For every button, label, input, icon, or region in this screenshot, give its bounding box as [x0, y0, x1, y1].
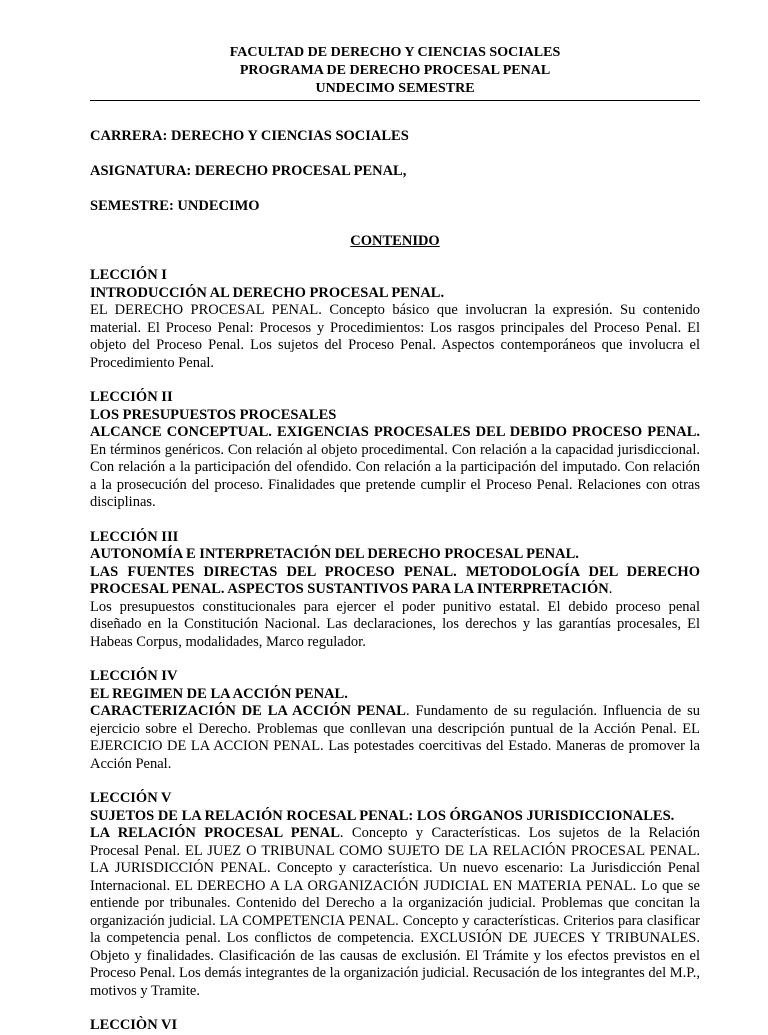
semestre-line: SEMESTRE: UNDECIMO [90, 198, 260, 214]
lesson-body: . Concepto y Características. Los sujetos de la Relación Procesal Penal. EL JUEZ O TRIBUNAL COMO SUJETO DE LA RELACIÓN PROCESAL PENAL. LA JURISDICCIÓN PENAL. Concepto y característica. Un nuevo escenario: La Jurisdicción Penal Internacional. EL DERECHO A LA ORGANIZACIÓN JUDICIAL EN MATERIA PENAL. Lo que se entiende por tribunales. Contenido del Derecho a la organización judicial. Problemas que concitan la organización judicial. LA COMPETENCIA PENAL. Concepto y características. Criterios para clasificar la competencia penal. Los conflictos de competencia. EXCLUSIÓN DE JUECES Y TRIBUNALES. Objeto y finalidades. Clasificación de las causas de exclusión. El Trámite y los efectos previstos en el Proceso Penal. Los demás integrantes de la organización judicial. Recusación de los integrantes del M.P., motivos y Tramite. [90, 825, 700, 999]
lesson-body: Los presupuestos constitucionales para ejercer el poder punitivo estatal. El debido proceso penal diseñado en la Constitución Nacional. Las declaraciones, los derechos y las garantías procesales, El Habeas Corpus, modalidades, Marco regulador. [90, 598, 700, 650]
lesson-heading: LOS PRESUPUESTOS PROCESALES [90, 406, 337, 423]
lesson-heading: AUTONOMÍA E INTERPRETACIÓN DEL DERECHO PROCESAL PENAL. [90, 546, 579, 562]
header-divider [90, 100, 700, 101]
lesson-3 [90, 529, 700, 652]
lesson-heading: INTRODUCCIÓN AL DERECHO PROCESAL PENAL. [90, 284, 445, 301]
asignatura-line: ASIGNATURA: DERECHO PROCESAL PENAL, [90, 163, 407, 179]
lesson-label: LECCIÒN VI [90, 1017, 178, 1033]
lesson-subheading-paragraph [90, 564, 700, 599]
header-program: PROGRAMA DE DERECHO PROCESAL PENAL [239, 63, 551, 78]
lesson-body: EL DERECHO PROCESAL PENAL. Concepto básico que involucran la expresión. Su contenido material. El Proceso Penal: Procesos y Procedimientos: Los rasgos principales del Proceso Penal. El objeto del Proceso Penal. Los sujetos del Proceso Penal. Aspectos contemporáneos que involucra el Procedimiento Penal. [90, 302, 700, 371]
contenido-title: CONTENIDO [350, 233, 440, 249]
carrera-line: CARRERA: DERECHO Y CIENCIAS SOCIALES [90, 128, 409, 144]
lesson-heading: EL REGIMEN DE LA ACCIÓN PENAL. [90, 685, 348, 702]
document-page [90, 44, 700, 1035]
lesson-body-paragraph [90, 424, 700, 512]
header-faculty: FACULTAD DE DERECHO Y CIENCIAS SOCIALES [229, 45, 561, 60]
lesson-4 [90, 668, 700, 773]
document-header [90, 44, 700, 98]
lesson-5 [90, 790, 700, 1000]
lesson-lead-bold: LA RELACIÓN PROCESAL PENAL [90, 825, 340, 841]
lesson-6 [90, 1017, 700, 1035]
lesson-subheading-tail: . [608, 581, 613, 597]
lesson-2 [90, 389, 700, 512]
lesson-lead-bold: CARACTERIZACIÓN DE LA ACCIÓN PENAL [90, 703, 406, 719]
lesson-body-paragraph [90, 703, 700, 773]
lesson-body-paragraph [90, 825, 700, 1000]
lesson-label: LECCIÓN III [90, 528, 179, 545]
lesson-1 [90, 267, 700, 372]
lesson-body: . Fundamento de su regulación. Influencia de su ejercicio sobre el Derecho. Problemas que conllevan una descripción puntual de la Acción Penal. EL EJERCICIO DE LA ACCION PENAL. Las potestades coercitivas del Estado. Maneras de promover la Acción Penal. [90, 703, 700, 772]
lesson-body: En términos genéricos. Con relación al objeto procedimental. Con relación a la capacidad jurisdiccional. Con relación a la participación del ofendido. Con relación a la participación del imputado. Con relación a la prosecución del proceso. Finalidades que pretende cumplir el Proceso Penal. Relaciones con otras disciplinas. [90, 441, 700, 510]
lesson-subheading: LAS FUENTES DIRECTAS DEL PROCESO PENAL. METODOLOGÍA DEL DERECHO PROCESAL PENAL. ASPECTOS SUSTANTIVOS PARA LA INTERPRETACIÓN [90, 563, 700, 597]
lesson-label: LECCIÓN V [90, 790, 172, 806]
lesson-label: LECCIÓN IV [90, 668, 178, 684]
lesson-heading: SUJETOS DE LA RELACIÓN ROCESAL PENAL: LOS ÓRGANOS JURISDICCIONALES. [90, 807, 675, 824]
lesson-label: LECCIÓN II [90, 389, 173, 405]
lesson-lead-bold: ALCANCE CONCEPTUAL. EXIGENCIAS PROCESALES DEL DEBIDO PROCESO PENAL. [90, 424, 700, 440]
lesson-label: LECCIÓN I [90, 267, 167, 283]
header-semester: UNDECIMO SEMESTRE [315, 81, 475, 96]
